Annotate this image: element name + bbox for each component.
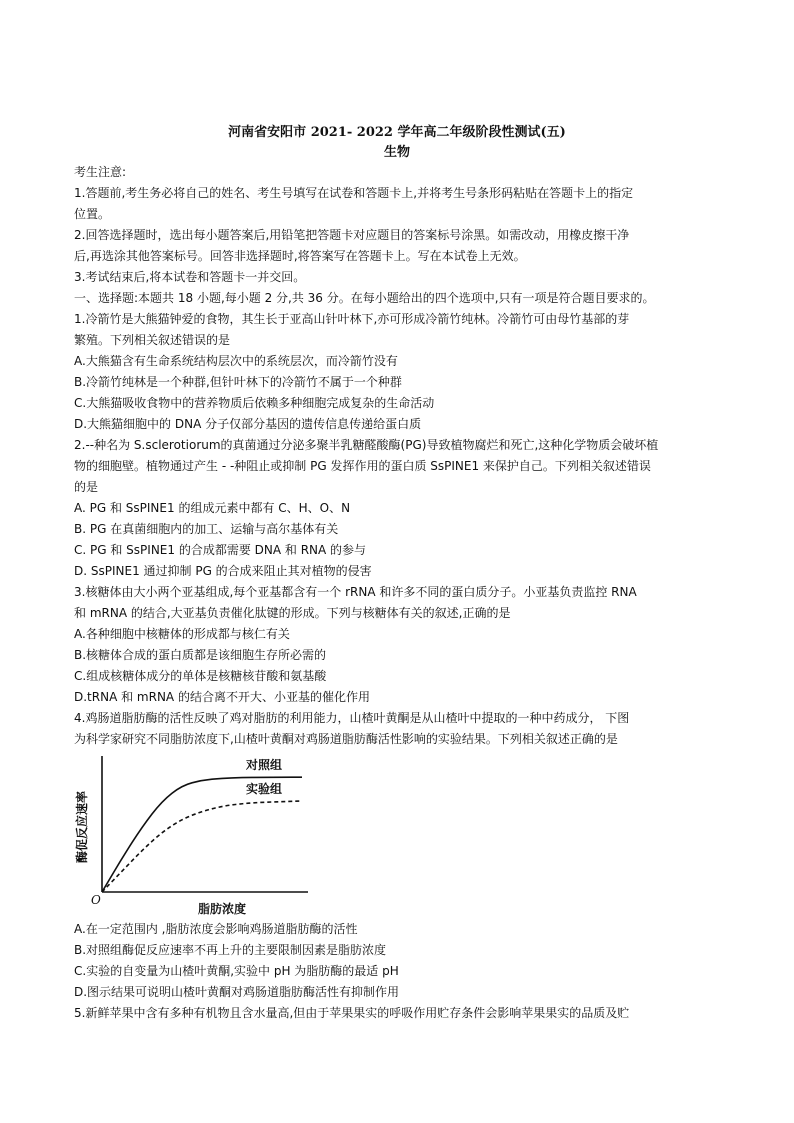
question-2-option-b: B. PG 在真菌细胞内的加工、运输与高尔基体有关 xyxy=(74,522,339,536)
question-2-stem: 2.--种名为 S.sclerotiorum的真菌通过分泌多聚半乳糖醛酸酶(PG)导致植物腐烂和死亡,这种化学物质会破坏植 xyxy=(74,438,659,452)
question-5-stem: 5.新鲜苹果中含有多种有机物且含水量高,但由于苹果果实的呼吸作用贮存条件会影响苹果果实的品质及贮 xyxy=(74,1006,630,1020)
question-2-option-c: C. PG 和 SsPINE1 的合成都需要 DNA 和 RNA 的参与 xyxy=(74,543,367,557)
question-4-option-a: A.在一定范围内 ,脂肪浓度会影响鸡肠道脂肪酶的活性 xyxy=(74,922,358,936)
question-2-option-d: D. SsPINE1 通过抑制 PG 的合成来阻止其对植物的侵害 xyxy=(74,564,372,578)
notice-heading: 考生注意: xyxy=(74,165,127,179)
question-4-option-d: D.图示结果可说明山楂叶黄酮对鸡肠道脂肪酶活性有抑制作用 xyxy=(74,985,400,999)
question-1-option-d: D.大熊猫细胞中的 DNA 分子仅部分基因的遗传信息传递给蛋白质 xyxy=(74,417,422,431)
question-3-stem: 和 mRNA 的结合,大亚基负责催化肽键的形成。下列与核糖体有关的叙述,正确的是 xyxy=(74,606,511,620)
question-3-option-c: C.组成核糖体成分的单体是核糖核苷酸和氨基酸 xyxy=(74,669,327,683)
question-3-option-d: D.tRNA 和 mRNA 的结合离不开大、小亚基的催化作用 xyxy=(74,690,370,704)
question-4-option-b: B.对照组酶促反应速率不再上升的主要限制因素是脂肪浓度 xyxy=(74,943,387,957)
question-4-stem: 为科学家研究不同脂肪浓度下,山楂叶黄酮对鸡肠道脂肪酶活性影响的实验结果。下列相关叙述正确的是 xyxy=(74,732,618,746)
enzyme-rate-chart xyxy=(74,752,314,920)
notice-line: 2.回答选择题时，选出每小题答案后,用铅笔把答题卡对应题目的答案标号涂黑。如需改动，用橡皮擦干净 xyxy=(74,228,630,242)
subject-title: 生物 xyxy=(383,145,410,160)
question-1-stem: 1.冷箭竹是大熊猫钟爱的食物，其生长于亚高山针叶林下,亦可形成冷箭竹纯林。冷箭竹可由母竹基部的芽 xyxy=(74,312,630,326)
question-2-stem: 的是 xyxy=(74,480,99,494)
notice-line: 3.考试结束后,将本试卷和答题卡一并交回。 xyxy=(74,270,306,284)
series-line-experiment xyxy=(102,801,302,892)
notice-line: 后,再选涂其他答案标号。回答非选择题时,将答案写在答题卡上。写在本试卷上无效。 xyxy=(74,249,526,263)
question-1-option-c: C.大熊猫吸收食物中的营养物质后依赖多种细胞完成复杂的生命活动 xyxy=(74,396,435,410)
series-label-control: 对照组 xyxy=(245,758,282,773)
question-3-option-b: B.核糖体合成的蛋白质都是该细胞生存所必需的 xyxy=(74,648,327,662)
question-4-stem: 4.鸡肠道脂肪酶的活性反映了鸡对脂肪的利用能力，山楂叶黄酮是从山楂叶中提取的一种中药成分， 下图 xyxy=(74,711,630,725)
x-axis-label: 脂肪浓度 xyxy=(197,902,247,916)
origin-label: O xyxy=(91,893,101,907)
question-4-option-c: C.实验的自变量为山楂叶黄酮,实验中 pH 为脂肪酶的最适 pH xyxy=(74,964,399,978)
question-3-option-a: A.各种细胞中核糖体的形成都与核仁有关 xyxy=(74,627,290,641)
notice-line: 位置。 xyxy=(74,207,111,221)
question-2-option-a: A. PG 和 SsPINE1 的组成元素中都有 C、H、O、N xyxy=(74,501,351,515)
question-2-stem: 物的细胞壁。植物通过产生 - -种阻止或抑制 PG 发挥作用的蛋白质 SsPINE1 来保护自己。下列相关叙述错误 xyxy=(74,459,651,473)
y-axis-label: 酶促反应速率 xyxy=(75,790,89,864)
question-1-option-b: B.冷箭竹纯林是一个种群,但针叶林下的冷箭竹不属于一个种群 xyxy=(74,375,402,389)
section-heading: 一、选择题:本题共 18 小题,每小题 2 分,共 36 分。在每小题给出的四个选项中,只有一项是符合题目要求的。 xyxy=(74,291,655,305)
question-1-option-a: A.大熊猫含有生命系统结构层次中的系统层次，而冷箭竹没有 xyxy=(74,354,398,368)
question-1-stem: 繁殖。下列相关叙述错误的是 xyxy=(74,333,231,347)
question-3-stem: 3.核糖体由大小两个亚基组成,每个亚基都含有一个 rRNA 和许多不同的蛋白质分子。小亚基负责监控 RNA xyxy=(74,585,637,599)
notice-line: 1.答题前,考生务必将自己的姓名、考生号填写在试卷和答题卡上,并将考生号条形码粘贴在答题卡上的指定 xyxy=(74,186,634,200)
exam-title: 河南省安阳市 2021- 2022 学年高二年级阶段性测试(五) xyxy=(228,125,566,140)
series-label-experiment: 实验组 xyxy=(245,782,282,796)
